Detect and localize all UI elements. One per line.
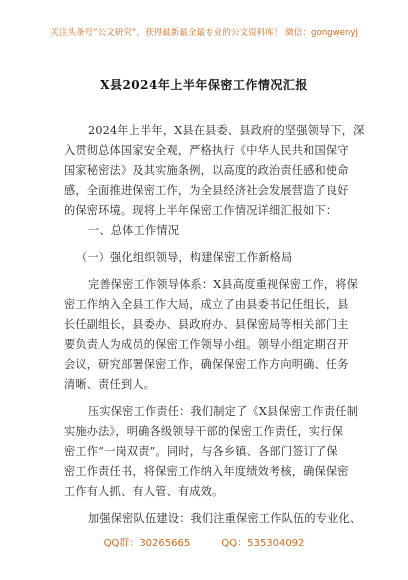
paragraph-line: 2024年上半年，X县在县委、县政府的坚强领导下，深 [88, 124, 365, 137]
paragraph-line: 会议，研究部署保密工作，确保保密工作方向明确、任务 [64, 358, 349, 371]
paragraph-line: 密工作纳入全县工作大局，成立了由县委书记任组长，县 [64, 298, 349, 311]
footer-contact [0, 534, 408, 549]
paragraph-line: 压实保密工作责任：我们制定了《X县保密工作责任制 [88, 405, 359, 418]
paragraph-line: 要负责人为成员的保密工作领导小组。领导小组定期召开 [64, 338, 349, 351]
document-title: X县2024年上半年保密工作情况汇报 [100, 78, 308, 92]
paragraph-line: 入贯彻总体国家安全观，严格执行《中华人民共和国保守 [64, 144, 349, 157]
paragraph-line: 实施办法》，明确各级领导干部的保密工作责任，实行保 [64, 425, 344, 438]
paragraph-line: 密工作“一岗双责”。同时，与各乡镇、各部门签订了保 [64, 445, 338, 458]
document-body [64, 121, 365, 529]
paragraph-line: 国家秘密法》及其实施条例，以高度的政治责任感和使命 [64, 164, 349, 177]
paragraph-line: 加强保密队伍建设：我们注重保密工作队伍的专业化、 [88, 512, 362, 525]
paragraph-line: 工作有人抓、有人管、有成效。 [64, 485, 224, 498]
paragraph-line: 清晰、责任到人。 [64, 378, 156, 391]
paragraph-line: 的保密环境。现将上半年保密工作情况详细汇报如下： [64, 204, 338, 217]
footer-qq-group: QQ群：30265665 [103, 538, 191, 549]
paragraph-line: 长任副组长，县委办、县政府办、县保密局等相关部门主 [64, 318, 349, 331]
subsection-heading: （一）强化组织领导，构建保密工作新格局 [76, 251, 293, 264]
section-heading: 一、总体工作情况 [88, 224, 180, 237]
paragraph-line: 完善保密工作领导体系：X县高度重视保密工作，将保 [88, 278, 359, 291]
paragraph-line: 感，全面推进保密工作，为全县经济社会发展营造了良好 [64, 184, 349, 197]
paragraph-line: 密工作责任书，将保密工作纳入年度绩效考核，确保保密 [64, 465, 349, 478]
header-banner: 关注头条号“公文研究”，获得最新最全最专业的公文资料库！ 微信：gongwenyj [50, 28, 358, 38]
footer-qq-number: QQ：535304092 [221, 538, 305, 549]
